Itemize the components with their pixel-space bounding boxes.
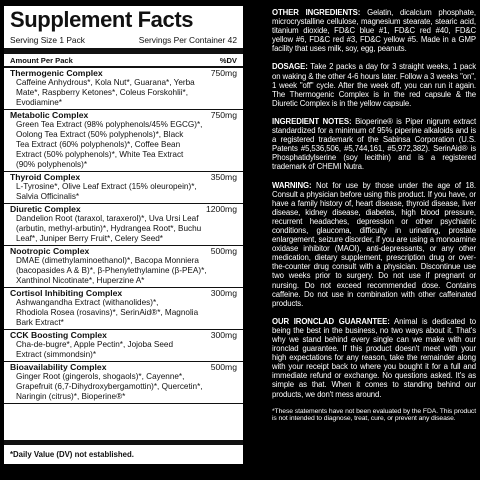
ingredient-line: Rhodiola Rosea (rosavins)*, SerinAid®*, Magnolia xyxy=(16,308,199,317)
ingredient-line: Salvia Officinalis* xyxy=(16,192,80,201)
ingredient-line: Green Tea Extract (98% polyphenols/45% EGCG)*, xyxy=(16,120,203,129)
other-ingredients xyxy=(272,8,476,53)
complex-name: Diuretic Complex xyxy=(10,204,81,214)
complex-header xyxy=(10,110,237,120)
ingredient-line: (bacopasides A & B)*, β-Phenylethylamine (β-PEA)*, xyxy=(16,266,207,275)
ingredient-line: Ginger Root (gingerols, shogaols)*, Cayenne*, xyxy=(16,372,185,381)
ingredient-line: Extract (50% polyphenols)*, White Tea Extract xyxy=(16,150,184,159)
complex-amount: 350mg xyxy=(210,172,237,182)
complex-section xyxy=(4,246,243,288)
complex-name: Thermogenic Complex xyxy=(10,68,103,78)
ingredient-line: L-Tyrosine*, Olive Leaf Extract (15% oleuropein)*, xyxy=(16,182,197,191)
complex-list xyxy=(4,68,243,404)
other-ingredients-label: OTHER INGREDIENTS: xyxy=(272,8,361,17)
complex-header xyxy=(10,288,237,298)
ingredient-line: Leaf*, Juniper Berry Fruit*, Celery Seed* xyxy=(16,234,163,243)
complex-amount: 500mg xyxy=(210,246,237,256)
complex-amount: 500mg xyxy=(210,362,237,372)
complex-section xyxy=(4,204,243,246)
ingredient-notes xyxy=(272,117,476,172)
ingredient-line: Mate*, Raspberry Ketones*, Coleus Forskohlii*, xyxy=(16,88,189,97)
complex-amount: 1200mg xyxy=(205,204,237,214)
guarantee-label: OUR IRONCLAD GUARANTEE: xyxy=(272,316,390,326)
complex-header xyxy=(10,246,237,256)
daily-value-footnote: *Daily Value (DV) not established. xyxy=(4,440,243,464)
ingredient-line: Oolong Tea Extract (50% polyphenols)*, Black xyxy=(16,130,184,139)
serving-size: Serving Size 1 Pack xyxy=(10,35,85,45)
complex-name: Thyroid Complex xyxy=(10,172,81,182)
ingredient-notes-text: Bioperine® is Piper nigrum extract standardized for a minimum of 95% piperine alkaloids and is a registered trademark of the Sabinsa Corporation (U.S. Patents #5,536,506, #5,744,161, #5,972,382). SerinAid® is Phosphatidylserine (soy lecithin) and is a registered trademark of CHEMI Nutra. xyxy=(272,116,477,172)
guarantee xyxy=(272,317,476,399)
complex-amount: 750mg xyxy=(210,110,237,120)
ingredient-line: Caffeine Anhydrous*, Kola Nut*, Guarana*, Yerba xyxy=(16,78,195,87)
ingredient-line: Evodiamine* xyxy=(16,98,62,107)
complex-amount: 300mg xyxy=(210,288,237,298)
ingredient-line: Tea Extract (60% polyphenols)*, Coffee Bean xyxy=(16,140,181,149)
ingredient-line: Cha-de-bugre*, Apple Pectin*, Jojoba Seed xyxy=(16,340,174,349)
complex-section xyxy=(4,288,243,330)
other-ingredients-text: Gelatin, dicalcium phosphate, microcrystalline cellulose, magnesium stearate, stearic acid, titanium dioxide, FD&C blue #1, FD&C red #40, FD&C yellow #6, FD&C red #3, FD&C yellow #5. Made in a GMP facility that uses milk, soy, egg, peanuts. xyxy=(272,8,476,54)
complex-section xyxy=(4,362,243,404)
guarantee-text: Animal is dedicated to being the best in the business, no two ways about it. That's why we stand behind every single can we make with our ironclad guarantee. If this product doesn't meet with your high expectations for any reason, take the remainder along with your receipt back to where you bought it for a full and immediate refund or exchange. No questions asked. It's as simple as that. When it comes to standing behind our products, we don't mess around. xyxy=(272,316,477,399)
complex-name: Metabolic Complex xyxy=(10,110,89,120)
ingredient-line: Ashwangandha Extract (withanolides)*, xyxy=(16,298,159,307)
ingredient-notes-label: INGREDIENT NOTES: xyxy=(272,116,352,126)
ingredient-line: DMAE (dimethylaminoethanol)*, Bacopa Monniera xyxy=(16,256,199,265)
dv-header: %DV xyxy=(219,56,237,65)
ingredient-line: Naringin (citrus)*, Bioperine®* xyxy=(16,392,126,401)
complex-name: Cortisol Inhibiting Complex xyxy=(10,288,123,298)
panel-title: Supplement Facts xyxy=(10,7,194,32)
amount-header-row xyxy=(4,48,243,68)
serving-row xyxy=(4,32,243,46)
complex-section xyxy=(4,172,243,204)
warning-text: Not for use by those under the age of 18. Consult a physician before using this product. If you have, or have a family history of, heart disease, thyroid disease, liver disease, kidney disease, diabetes, high blood pressure, recurrent headaches, depression or other psychiatric conditions, glaucoma, difficulty in urinating, prostate enlargement, seizure disorder, if you are using a monoamine oxidase inhibitor (MAOI), anti-depressants, or any other medication, dietary supplement, prescription drug or over-the-counter drug consult with a physician. Discontinue use two weeks prior to surgery. Do not use if pregnant or nursing. Do not exceed recommended dose. Contains caffeine. Do not use in combination with other caffeinated products. xyxy=(272,180,476,308)
complex-section xyxy=(4,110,243,172)
complex-section xyxy=(4,330,243,362)
ingredient-line: Grapefruit (6,7-Dihydroxybergamottin)*, Quercetin*, xyxy=(16,382,203,391)
servings-per-container: Servings Per Container 42 xyxy=(138,35,237,45)
complex-header xyxy=(10,204,237,214)
warning-label: WARNING: xyxy=(272,180,312,190)
ingredient-line: (90% polyphenols)* xyxy=(16,160,88,169)
fda-disclaimer: *These statements have not been evaluated by the FDA. This product is not intended to diagnose, treat, cure, or prevent any disease. xyxy=(272,407,476,423)
complex-header xyxy=(10,362,237,372)
complex-name: Bioavailability Complex xyxy=(10,362,107,372)
ingredient-line: (arbutin, methyl-arbutin)*, Hydrangea Root*, Buchu xyxy=(16,224,202,233)
supplement-facts-panel xyxy=(4,6,243,464)
dosage-label: DOSAGE: xyxy=(272,62,308,72)
complex-name: Nootropic Complex xyxy=(10,246,90,256)
ingredient-line: Dandelion Root (taraxol, taraxerol)*, Uva Ursi Leaf xyxy=(16,214,199,223)
ingredient-line: Bark Extract* xyxy=(16,318,64,327)
complex-header xyxy=(10,68,237,78)
complex-name: CCK Boosting Complex xyxy=(10,330,107,340)
complex-amount: 300mg xyxy=(210,330,237,340)
complex-amount: 750mg xyxy=(210,68,237,78)
label-text-column xyxy=(272,8,476,423)
warning xyxy=(272,181,476,308)
dosage xyxy=(272,62,476,107)
complex-header xyxy=(10,330,237,340)
dosage-text: Take 2 packs a day for 3 straight weeks, 1 pack on waking & the other 4-6 hours later. Follow a 3 weeks "on", 1 week "off" cycle. After the week off, you can run it again. The Thermogenic Complex is in the red capsule & the Diuretic Complex is in the yellow capsule. xyxy=(272,62,477,108)
ingredient-line: Extract (simmondsin)* xyxy=(16,350,97,359)
complex-section xyxy=(4,68,243,110)
ingredient-line: Xanthinol Nicotinate*, Huperzine A* xyxy=(16,276,145,285)
complex-header xyxy=(10,172,237,182)
amount-per-pack: Amount Per Pack xyxy=(10,56,73,65)
